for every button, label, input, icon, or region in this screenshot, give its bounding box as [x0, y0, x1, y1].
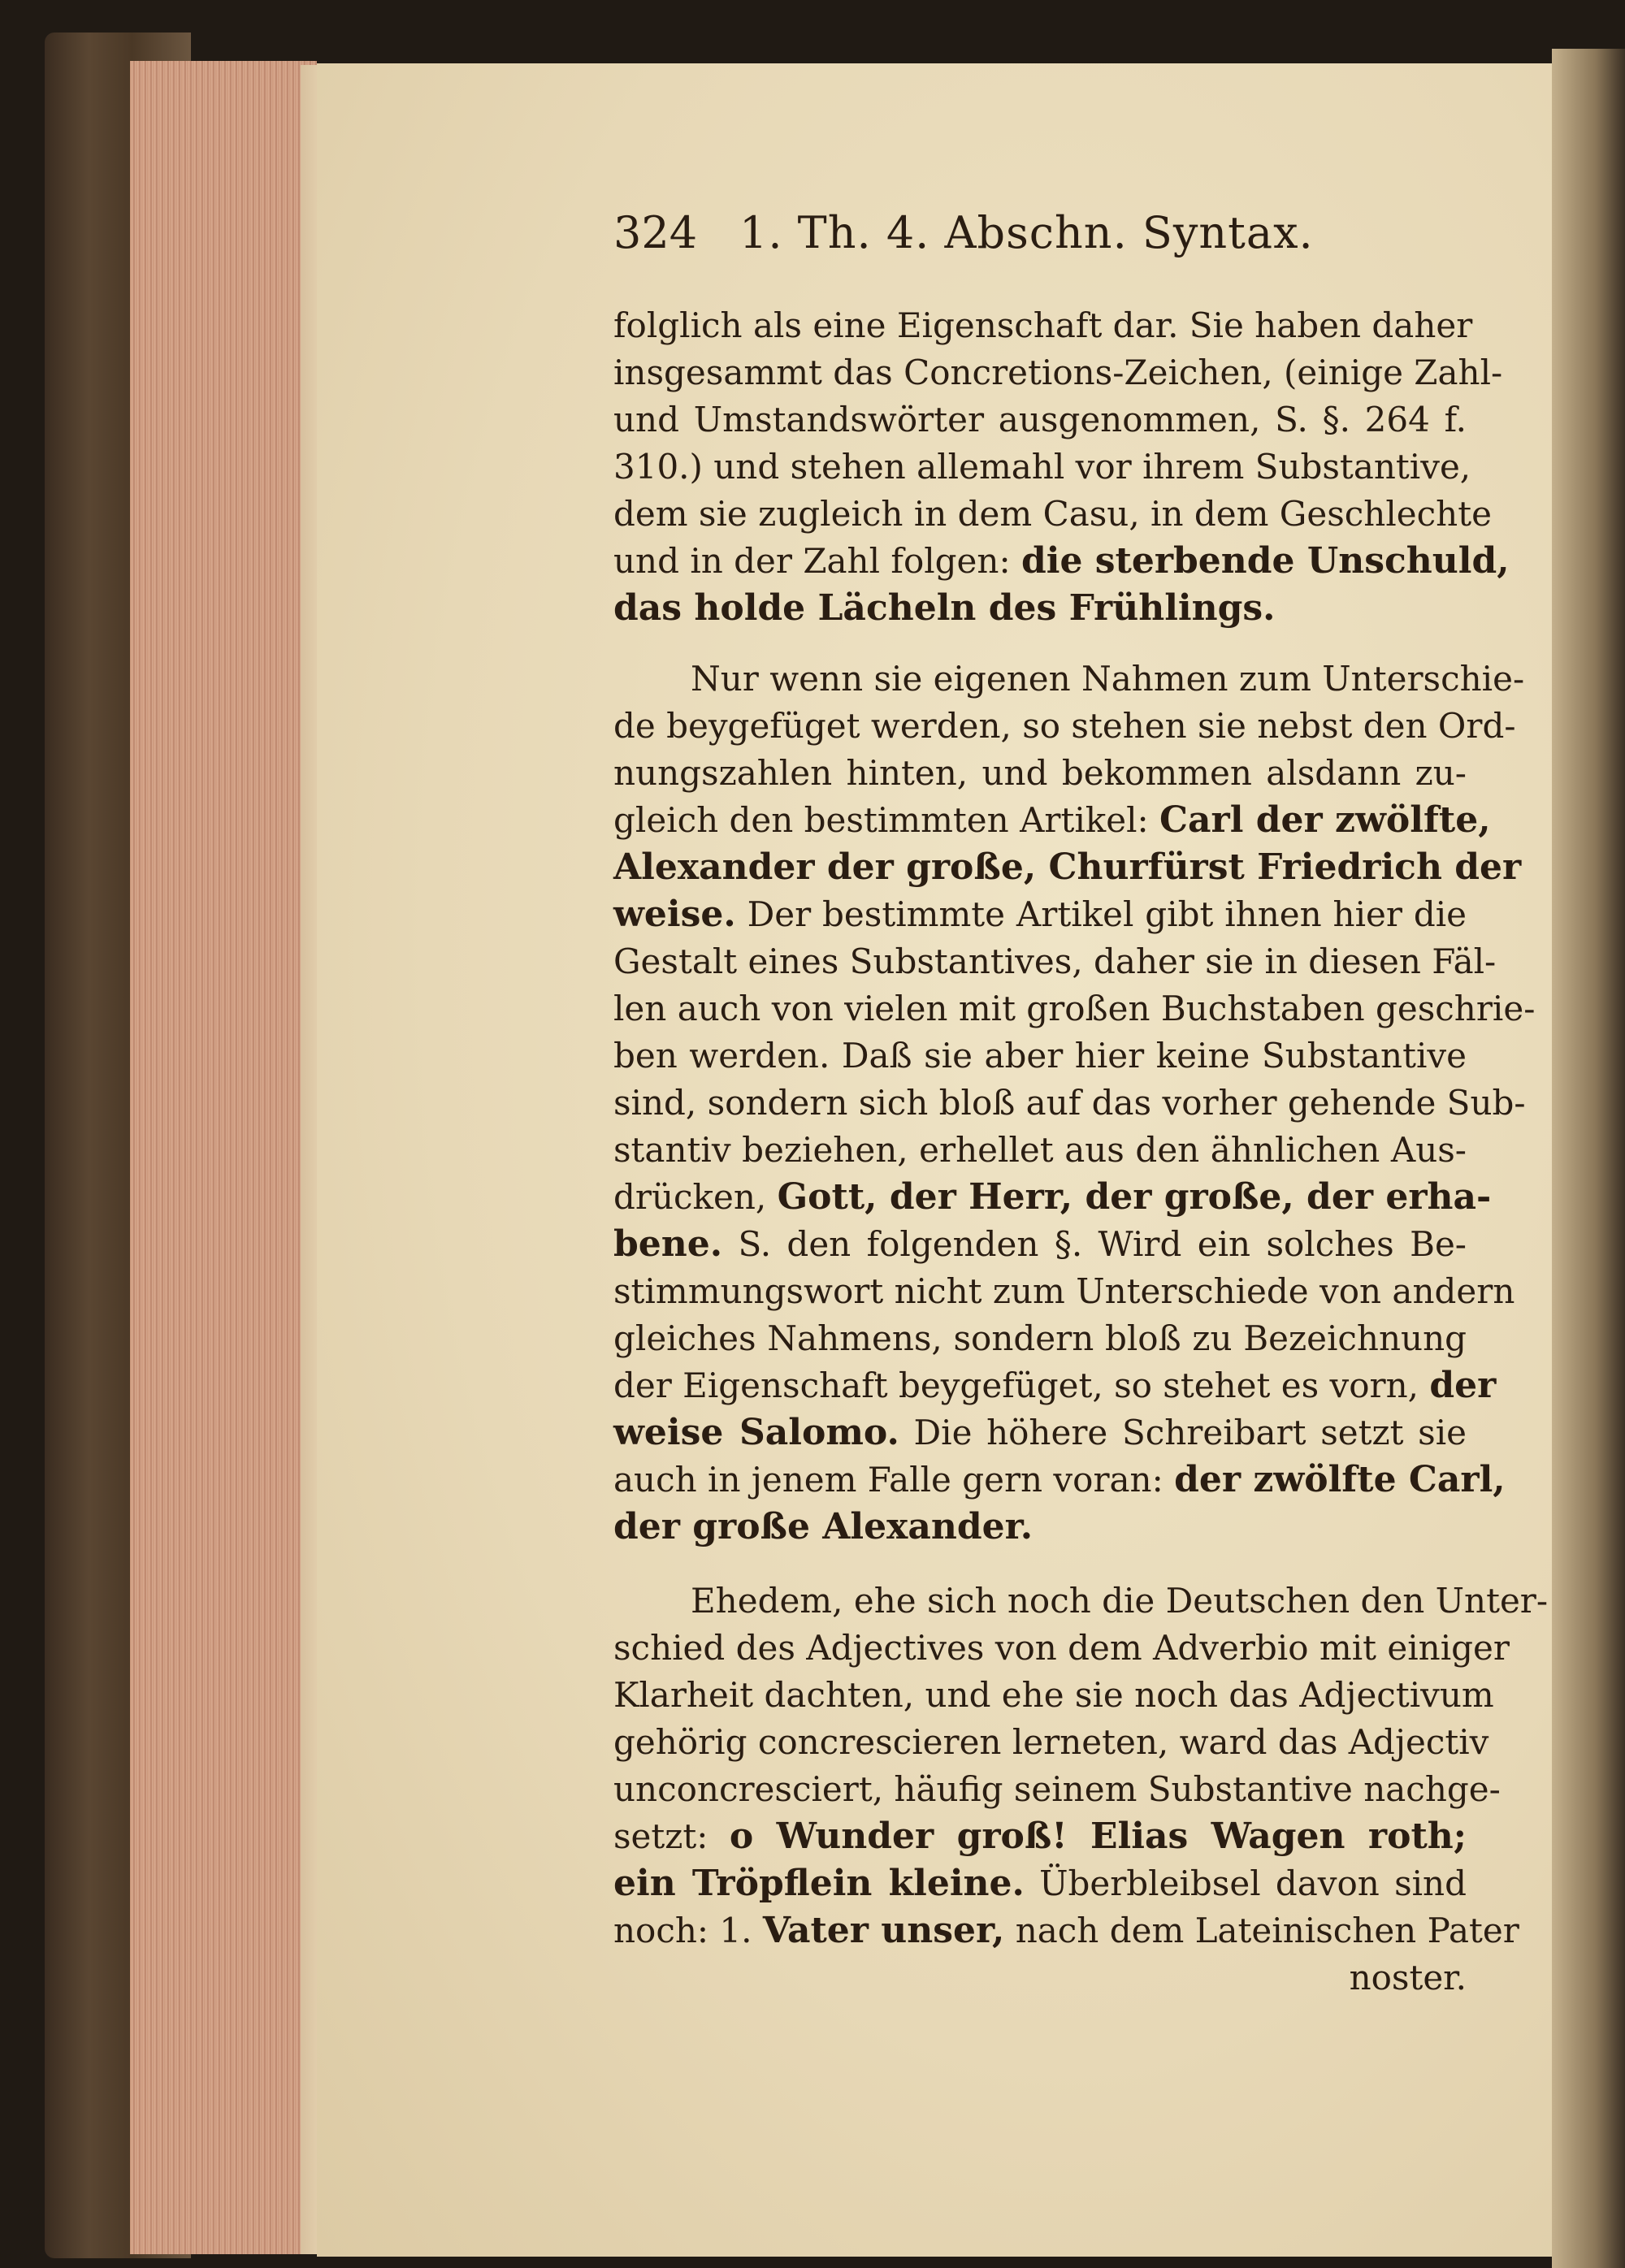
- text-line: und Umstandswörter ausgenommen, S. §. 264 f.: [613, 400, 1467, 439]
- text-line: der Eigenschaft beygefüget, so stehet es vorn, der: [613, 1365, 1497, 1406]
- text-line: auch in jenem Falle gern voran: der zwölfte Carl,: [613, 1459, 1506, 1500]
- text-line: stantiv beziehen, erhellet aus den ähnlichen Aus-: [613, 1130, 1467, 1170]
- text-line: Nur wenn sie eigenen Nahmen zum Unterschie-: [691, 659, 1525, 699]
- text-line: noch: 1. Vater unser, nach dem Lateinischen Pater: [613, 1910, 1519, 1951]
- book-gutter: [1552, 49, 1625, 2268]
- example-text: Gott, der Herr, der große, der erha-: [777, 1176, 1492, 1218]
- text-line: stimmungswort nicht zum Unterschiede von andern: [613, 1271, 1515, 1311]
- text-line: gehörig concrescieren lerneten, ward das Adjectiv: [613, 1722, 1489, 1762]
- running-head: 1. Th. 4. Abschn. Syntax.: [739, 207, 1314, 258]
- page-number: 324: [613, 207, 698, 258]
- example-text: Alexander der große, Churfürst Friedrich der: [613, 846, 1522, 888]
- text-line: folglich als eine Eigenschaft dar. Sie haben daher: [613, 305, 1473, 345]
- page-edges: [130, 61, 317, 2254]
- text-line: noster.: [1349, 1958, 1467, 1997]
- text-line: insgesammt das Concretions-Zeichen, (einige Zahl-: [613, 353, 1503, 392]
- text-line: 310.) und stehen allemahl vor ihrem Substantive,: [613, 447, 1471, 487]
- text-line: de beygefüget werden, so stehen sie nebst den Ord-: [613, 706, 1516, 746]
- text-line: [613, 844, 1522, 891]
- text-line: gleiches Nahmens, sondern bloß zu Bezeichnung: [613, 1318, 1467, 1358]
- text-line: len auch von vielen mit großen Buchstaben geschrie-: [613, 989, 1536, 1028]
- text-line: und in der Zahl folgen: die sterbende Unschuld,: [613, 540, 1510, 582]
- example-text: weise.: [613, 894, 736, 935]
- page-text: [613, 205, 1549, 1997]
- text-line: Klarheit dachten, und ehe sie noch das Adjectivum: [613, 1675, 1494, 1715]
- text-line: Gestalt eines Substantives, daher sie in diesen Fäl-: [613, 941, 1497, 981]
- page-header: [613, 205, 1467, 262]
- example-text: der zwölfte Carl,: [1174, 1459, 1506, 1500]
- text-line: weise. Der bestimmte Artikel gibt ihnen hier die: [613, 894, 1467, 935]
- text-line: unconcresciert, häufig seinem Substantive nachge-: [613, 1769, 1501, 1809]
- text-line: Ehedem, ehe sich noch die Deutschen den Unter-: [691, 1581, 1549, 1621]
- example-text: ein Tröpflein kleine.: [613, 1863, 1025, 1904]
- example-text: das holde Lächeln des Frühlings.: [613, 587, 1276, 629]
- example-text: der große Alexander.: [613, 1506, 1034, 1547]
- example-text: die sterbende Unschuld,: [1020, 540, 1510, 582]
- text-line: setzt: o Wunder groß! Elias Wagen roth;: [613, 1816, 1467, 1857]
- text-line: gleich den bestimmten Artikel: Carl der zwölfte,: [613, 799, 1491, 841]
- text-line: dem sie zugleich in dem Casu, in dem Geschlechte: [613, 494, 1492, 534]
- text-line: nungszahlen hinten, und bekommen alsdann zu-: [613, 753, 1467, 793]
- text-line: ben werden. Daß sie aber hier keine Substantive: [613, 1036, 1467, 1076]
- text-line: bene. S. den folgenden §. Wird ein solches Be-: [613, 1223, 1467, 1265]
- example-text: weise Salomo.: [613, 1412, 899, 1453]
- text-line: schied des Adjectives von dem Adverbio mit einiger: [613, 1628, 1510, 1668]
- example-text: Carl der zwölfte,: [1159, 799, 1491, 841]
- text-line: sind, sondern sich bloß auf das vorher gehende Sub-: [613, 1083, 1526, 1123]
- text-line: [613, 1504, 1467, 1551]
- example-text: Vater unser,: [762, 1910, 1005, 1951]
- example-text: bene.: [613, 1223, 723, 1265]
- example-text: o Wunder groß! Elias Wagen roth;: [729, 1816, 1467, 1857]
- text-line: [613, 585, 1467, 632]
- text-line: ein Tröpflein kleine. Überbleibsel davon sind: [613, 1863, 1467, 1904]
- text-line: weise Salomo. Die höhere Schreibart setzt sie: [613, 1412, 1467, 1453]
- example-text: der: [1429, 1365, 1497, 1406]
- text-line: drücken, Gott, der Herr, der große, der erha-: [613, 1176, 1492, 1218]
